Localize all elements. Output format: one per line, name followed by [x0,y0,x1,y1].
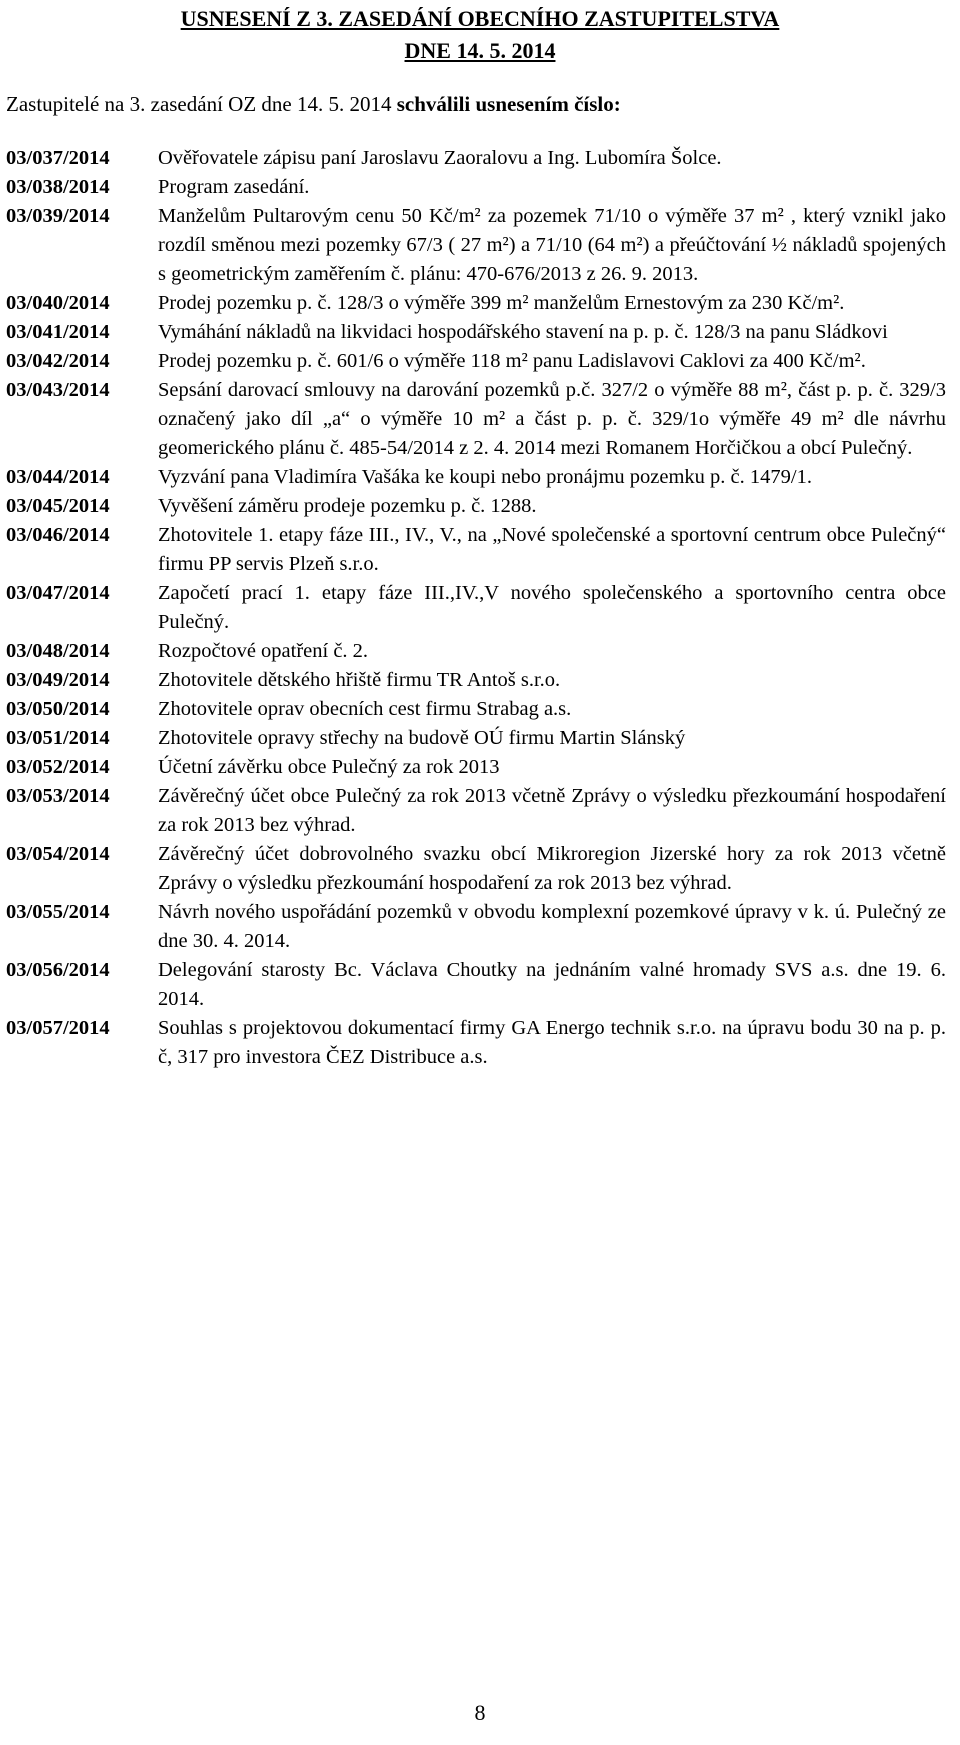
resolution-row [6,782,946,840]
resolution-number: 03/052/2014 [6,756,110,778]
page-number: 8 [474,1700,486,1725]
resolution-row [6,318,946,347]
resolution-text: Program zasedání. [158,176,310,198]
resolution-text: Rozpočtové opatření č. 2. [158,640,369,662]
intro-bold-text: schválili usnesením číslo: [396,92,621,116]
resolution-text: Sepsání darovací smlouvy na darování pozemků p.č. 327/2 o výměře 88 m², část p. p. č. 329/3 označený jako díl „a“ o výměře 10 m² a část p. p. č. 329/1o výměře 49 m² dle návrhu geomerického plánu č. 485-54/2014 z 2. 4. 2014 mezi Romanem Horčičkou a obcí Pulečný. [158,379,946,459]
resolution-text: Zhotovitele oprav obecních cest firmu Strabag a.s. [158,698,572,720]
resolution-text: Vyzvání pana Vladimíra Vašáka ke koupi nebo pronájmu pozemku p. č. 1479/1. [158,466,812,488]
resolution-number: 03/041/2014 [6,321,110,343]
resolution-row [6,637,946,666]
resolution-row [6,173,946,202]
resolution-list [6,144,946,1072]
resolution-number: 03/046/2014 [6,524,110,546]
resolution-number: 03/057/2014 [6,1017,110,1039]
resolution-number: 03/039/2014 [6,205,110,227]
resolution-text: Návrh nového uspořádání pozemků v obvodu komplexní pozemkové úpravy v k. ú. Pulečný ze dne 30. 4. 2014. [158,901,946,952]
resolution-text: Účetní závěrku obce Pulečný za rok 2013 [158,756,500,778]
resolution-number: 03/042/2014 [6,350,110,372]
resolution-text: Delegování starosty Bc. Václava Choutky na jednáním valné hromady SVS a.s. dne 19. 6. 2014. [158,959,946,1010]
resolution-text: Zhotovitele opravy střechy na budově OÚ firmu Martin Slánský [158,727,686,749]
resolution-number: 03/045/2014 [6,495,110,517]
resolution-text: Zhotovitele 1. etapy fáze III., IV., V., na „Nové společenské a sportovní centrum obce Pulečný“ firmu PP servis Plzeň s.r.o. [158,524,946,575]
resolution-row [6,666,946,695]
resolution-text: Ověřovatele zápisu paní Jaroslavu Zaoralovu a Ing. Lubomíra Šolce. [158,147,722,169]
resolution-row [6,956,946,1014]
resolution-number: 03/054/2014 [6,843,110,865]
document-title: USNESENÍ Z 3. ZASEDÁNÍ OBECNÍHO ZASTUPITELSTVA [180,6,780,31]
intro-paragraph [6,92,946,117]
resolution-row [6,1014,946,1072]
resolution-row [6,289,946,318]
resolution-number: 03/038/2014 [6,176,110,198]
document-date: DNE 14. 5. 2014 [404,38,556,63]
resolution-number: 03/043/2014 [6,379,110,401]
resolution-number: 03/050/2014 [6,698,110,720]
resolution-number: 03/049/2014 [6,669,110,691]
resolution-text: Závěrečný účet obce Pulečný za rok 2013 včetně Zprávy o výsledku přezkoumání hospodaření za rok 2013 bez výhrad. [158,785,946,836]
resolution-number: 03/055/2014 [6,901,110,923]
resolution-row [6,898,946,956]
resolution-row [6,347,946,376]
resolution-row [6,202,946,289]
resolution-number: 03/040/2014 [6,292,110,314]
resolution-text: Vymáhání nákladů na likvidaci hospodářského stavení na p. p. č. 128/3 na panu Sládkovi [158,321,888,343]
resolution-text: Vyvěšení záměru prodeje pozemku p. č. 1288. [158,495,537,517]
resolution-row [6,579,946,637]
resolution-row [6,492,946,521]
resolution-row [6,144,946,173]
resolution-text: Souhlas s projektovou dokumentací firmy GA Energo technik s.r.o. na úpravu bodu 30 na p. p. č, 317 pro investora ČEZ Distribuce a.s. [158,1017,946,1068]
resolution-row [6,463,946,492]
resolution-number: 03/037/2014 [6,147,110,169]
resolution-row [6,753,946,782]
resolution-text: Závěrečný účet dobrovolného svazku obcí Mikroregion Jizerské hory za rok 2013 včetně Zprávy o výsledku přezkoumání hospodaření za rok 2013 bez výhrad. [158,843,946,894]
resolution-number: 03/051/2014 [6,727,110,749]
resolution-number: 03/056/2014 [6,959,110,981]
resolution-row [6,521,946,579]
resolution-row [6,724,946,753]
resolution-number: 03/047/2014 [6,582,110,604]
resolution-text: Prodej pozemku p. č. 128/3 o výměře 399 m² manželům Ernestovým za 230 Kč/m². [158,292,845,314]
resolution-number: 03/044/2014 [6,466,110,488]
resolution-text: Manželům Pultarovým cenu 50 Kč/m² za pozemek 71/10 o výměře 37 m² , který vznikl jako rozdíl směnou mezi pozemky 67/3 ( 27 m²) a 71/10 (64 m²) a přeúčtování ½ nákladů spojených s geometrickým zaměřením č. plánu: 470-676/2013 z 26. 9. 2013. [158,205,946,285]
resolution-text: Zhotovitele dětského hřiště firmu TR Antoš s.r.o. [158,669,561,691]
intro-text: Zastupitelé na 3. zasedání OZ dne 14. 5. 2014 [6,92,397,116]
resolution-row [6,840,946,898]
resolution-row [6,376,946,463]
resolution-row [6,695,946,724]
resolution-number: 03/053/2014 [6,785,110,807]
resolution-text: Započetí prací 1. etapy fáze III.,IV.,V nového společenského a sportovního centra obce Pulečný. [158,582,946,633]
resolution-number: 03/048/2014 [6,640,110,662]
resolution-text: Prodej pozemku p. č. 601/6 o výměře 118 m² panu Ladislavovi Caklovi za 400 Kč/m². [158,350,866,372]
